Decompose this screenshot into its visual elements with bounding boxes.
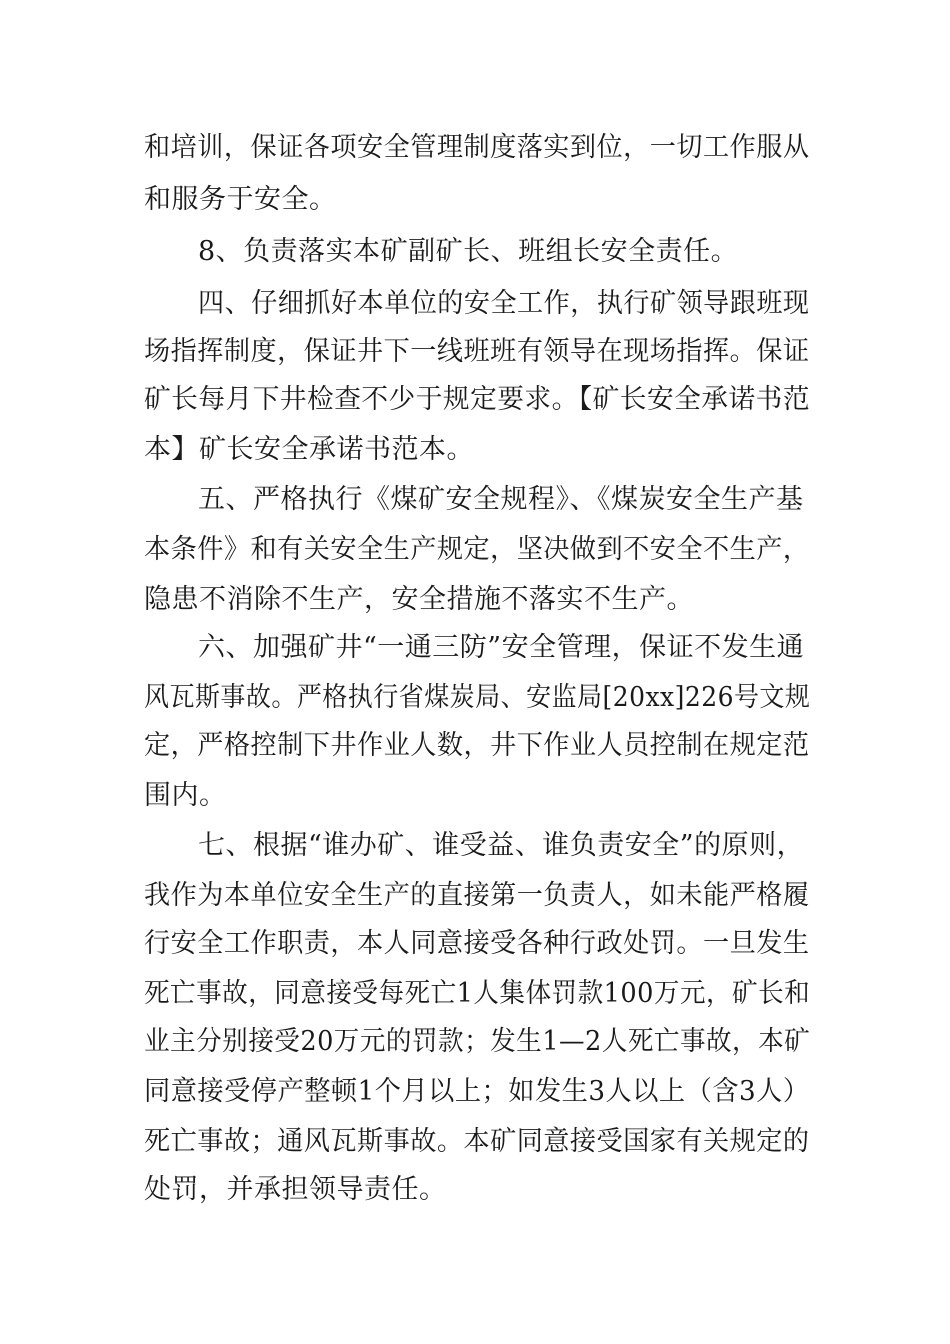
text-line: 行安全工作职责，本人同意接受各种行政处罚。一旦发生	[144, 928, 810, 959]
text-line: 和培训，保证各项安全管理制度落实到位，一切工作服从	[144, 132, 810, 163]
text-line: 风瓦斯事故。严格执行省煤炭局、安监局[20xx]226号文规	[144, 682, 811, 713]
text-line: 业主分别接受20万元的罚款；发生1—2人死亡事故，本矿	[144, 1026, 811, 1057]
text-line: 七、根据“谁办矿、谁受益、谁负责安全”的原则，	[198, 830, 805, 861]
text-line: 同意接受停产整顿1个月以上；如发生3人以上（含3人）	[144, 1076, 810, 1107]
text-line: 六、加强矿井“一通三防”安全管理，保证不发生通	[198, 632, 805, 663]
text-line: 五、严格执行《煤矿安全规程》、《煤炭安全生产基	[198, 484, 804, 515]
text-line: 死亡事故；通风瓦斯事故。本矿同意接受国家有关规定的	[144, 1126, 810, 1157]
text-line: 8、负责落实本矿副矿长、班组长安全责任。	[198, 236, 739, 267]
text-line: 四、仔细抓好本单位的安全工作，执行矿领导跟班现	[198, 288, 810, 319]
text-line: 本条件》和有关安全生产规定，坚决做到不安全不生产，	[144, 534, 810, 565]
text-line: 围内。	[144, 780, 227, 811]
text-line: 我作为本单位安全生产的直接第一负责人，如未能严格履	[144, 880, 810, 911]
text-line: 处罚，并承担领导责任。	[144, 1174, 447, 1205]
text-line: 本】矿长安全承诺书范本。	[144, 434, 474, 465]
text-line: 矿长每月下井检查不少于规定要求。【矿长安全承诺书范	[144, 384, 810, 415]
text-line: 死亡事故，同意接受每死亡1人集体罚款100万元，矿长和	[144, 978, 811, 1009]
text-line: 和服务于安全。	[144, 184, 337, 215]
text-line: 场指挥制度，保证井下一线班班有领导在现场指挥。保证	[144, 336, 810, 367]
text-line: 隐患不消除不生产，安全措施不落实不生产。	[144, 584, 694, 615]
text-line: 定，严格控制下井作业人数，井下作业人员控制在规定范	[144, 730, 810, 761]
